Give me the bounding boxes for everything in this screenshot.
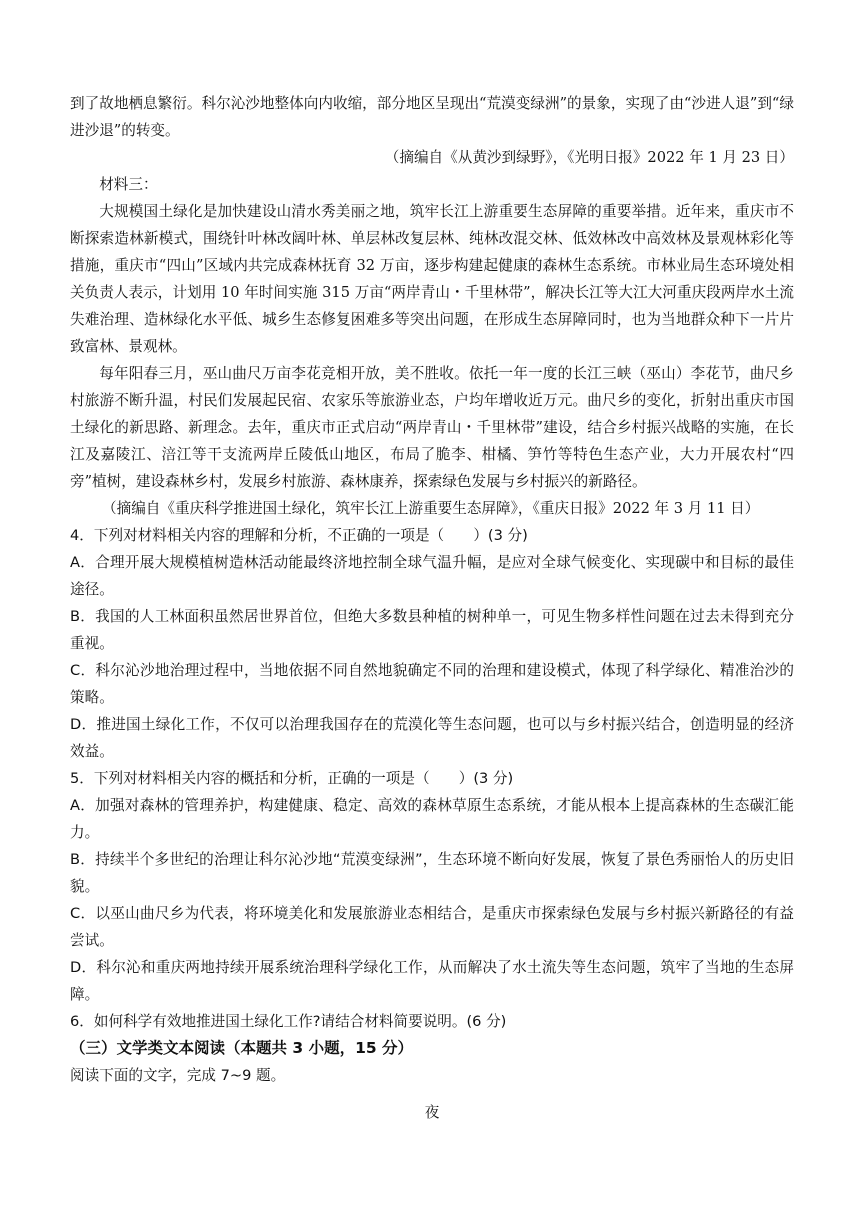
- document-page: [70, 90, 794, 1141]
- question-5-option-d: D．科尔沁和重庆两地持续开展系统治理科学绿化工作，从而解决了水土流失等生态问题，筑牢了当地的生态屏障。: [70, 959, 794, 1003]
- material-3-label: 材料三：: [99, 176, 158, 193]
- question-6: 6．如何科学有效地推进国土绿化工作?请结合材料简要说明。(6 分): [70, 1013, 507, 1030]
- material-3-paragraph-1: 大规模国土绿化是加快建设山清水秀美丽之地，筑牢长江上游重要生态屏障的重要举措。近年来，重庆市不断探索造林新模式，围绕针叶林改阔叶林、单层林改复层林、纯林改混交林、低效林改中高效林及景观林彩化等措施，重庆市“四山”区域内共完成森林抚育 32 万亩，逐步构建起健康的森林生态系统。市林业局生态环境处相关负责人表示，计划用 10 年时间实施 315 万亩“两岸青山・千里林带”，解决长江等大江大河重庆段两岸水土流失难治理、造林绿化水平低、城乡生态修复困难多等突出问题，在形成生态屏障同时，也为当地群众种下一片片致富林、景观林。: [70, 203, 794, 355]
- material-3-paragraph-2: 每年阳春三月，巫山曲尺万亩李花竞相开放，美不胜收。依托一年一度的长江三峡（巫山）李花节，曲尺乡村旅游不断升温，村民们发展起民宿、农家乐等旅游业态，户均年增收近万元。曲尺乡的变化，折射出重庆市国土绿化的新思路、新理念。去年，重庆市正式启动“两岸青山・千里林带”建设，结合乡村振兴战略的实施，在长江及嘉陵江、涪江等干支流两岸丘陵低山地区，布局了脆李、柑橘、笋竹等特色生态产业，大力开展农村“四旁”植树，建设森林乡村，发展乡村旅游、森林康养，探索绿色发展与乡村振兴的新路径。: [70, 365, 794, 490]
- source-citation-2: （摘编自《从黄沙到绿野》，《光明日报》2022 年 1 月 23 日）: [384, 149, 794, 166]
- question-4: [70, 522, 794, 765]
- question-5-option-a: A．加强对森林的管理养护，构建健康、稳定、高效的森林草原生态系统，才能从根本上提高森林的生态碳汇能力。: [70, 797, 794, 841]
- question-4-stem: 4．下列对材料相关内容的理解和分析，不正确的一项是（ ）(3 分): [70, 527, 528, 544]
- story-title: 夜: [424, 1104, 440, 1121]
- source-citation-3: （摘编自《重庆科学推进国土绿化，筑牢长江上游重要生态屏障》，《重庆日报》2022 年 3 月 11 日）: [102, 500, 760, 517]
- question-5-option-c: C．以巫山曲尺乡为代表，将环境美化和发展旅游业态相结合，是重庆市探索绿色发展与乡村振兴新路径的有益尝试。: [70, 905, 794, 949]
- question-5-stem: 5．下列对材料相关内容的概括和分析，正确的一项是（ ）(3 分): [70, 770, 514, 787]
- question-4-option-d: D．推进国土绿化工作，不仅可以治理我国存在的荒漠化等生态问题，也可以与乡村振兴结合，创造明显的经济效益。: [70, 716, 794, 760]
- question-4-option-a: A．合理开展大规模植树造林活动能最终济地控制全球气温升幅，是应对全球气候变化、实现碳中和目标的最佳途径。: [70, 554, 794, 598]
- section-3-instructions: 阅读下面的文字，完成 7~9 题。: [70, 1067, 286, 1084]
- paragraph-continuation: 到了故地栖息繁衍。科尔沁沙地整体向内收缩，部分地区呈现出“荒漠变绿洲”的景象，实现了由“沙进人退”到“绿进沙退”的转变。: [70, 95, 794, 139]
- question-4-option-c: C．科尔沁沙地治理过程中，当地依据不同自然地貌确定不同的治理和建设模式，体现了科学绿化、精准治沙的策略。: [70, 662, 794, 706]
- question-5: [70, 765, 794, 1008]
- question-5-option-b: B．持续半个多世纪的治理让科尔沁沙地“荒漠变绿洲”，生态环境不断向好发展，恢复了景色秀丽怡人的历史旧貌。: [70, 851, 794, 895]
- question-4-option-b: B．我国的人工林面积虽然居世界首位，但绝大多数县种植的树种单一，可见生物多样性问题在过去未得到充分重视。: [70, 608, 794, 652]
- section-3-heading: （三）文学类文本阅读（本题共 3 小题，15 分）: [70, 1039, 414, 1057]
